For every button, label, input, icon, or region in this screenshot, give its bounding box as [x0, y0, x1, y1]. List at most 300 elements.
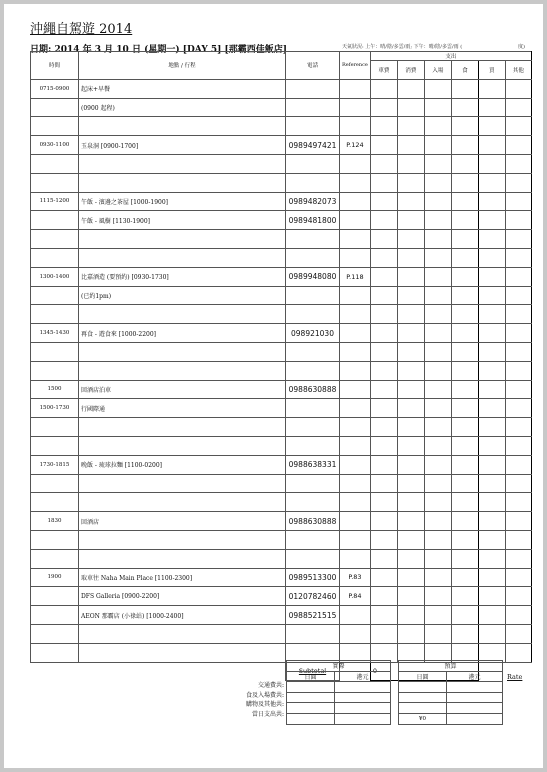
table-row [31, 587, 532, 606]
row-consume [397, 624, 424, 643]
row-food [451, 98, 478, 117]
subtotal-label: Subtotal [286, 662, 340, 681]
row-consume [397, 136, 424, 155]
row-time [31, 606, 79, 625]
row-time [31, 436, 79, 455]
itinerary-table [30, 51, 532, 681]
row-other [505, 455, 531, 474]
row-reference: P.84 [340, 587, 371, 606]
row-time: 1300-1400 [31, 267, 79, 286]
row-car [370, 117, 397, 136]
row-other [505, 399, 531, 418]
row-place: 比嘉酒造 (要預約) [0930-1730] [79, 267, 286, 286]
row-phone: 0989948080 [286, 267, 340, 286]
row-car [370, 436, 397, 455]
row-time: 1500 [31, 380, 79, 399]
row-admission [424, 455, 451, 474]
row-admission [424, 117, 451, 136]
row-car [370, 512, 397, 531]
row-food [451, 267, 478, 286]
table-row [31, 248, 532, 267]
row-time [31, 98, 79, 117]
row-other [505, 286, 531, 305]
row-other [505, 361, 531, 380]
row-place [79, 173, 286, 192]
row-food [451, 606, 478, 625]
row-other [505, 117, 531, 136]
row-time [31, 530, 79, 549]
row-reference [340, 380, 371, 399]
row-car [370, 154, 397, 173]
row-place: 玉泉洞 [0900-1700] [79, 136, 286, 155]
header-expense-group: 支出 [370, 52, 531, 61]
row-admission [424, 342, 451, 361]
row-admission [424, 98, 451, 117]
header-food: 食 [451, 61, 478, 80]
row-shopping [478, 211, 505, 230]
row-phone [286, 154, 340, 173]
row-car [370, 286, 397, 305]
row-food [451, 380, 478, 399]
row-car [370, 399, 397, 418]
row-consume [397, 549, 424, 568]
row-other [505, 380, 531, 399]
table-row [31, 173, 532, 192]
summary-row-transport [287, 682, 503, 693]
row-shopping [478, 267, 505, 286]
row-time [31, 587, 79, 606]
row-food [451, 418, 478, 437]
table-row [31, 342, 532, 361]
row-phone [286, 474, 340, 493]
row-time [31, 493, 79, 512]
table-row [31, 436, 532, 455]
row-shopping [478, 474, 505, 493]
row-admission [424, 305, 451, 324]
row-reference: P.118 [340, 267, 371, 286]
table-row [31, 286, 532, 305]
row-place: 行國際通 [79, 399, 286, 418]
summary-label-shopping: 購物及其他共: [245, 701, 284, 709]
row-phone [286, 493, 340, 512]
row-reference [340, 305, 371, 324]
row-consume [397, 587, 424, 606]
row-shopping [478, 493, 505, 512]
row-other [505, 436, 531, 455]
row-admission [424, 230, 451, 249]
row-shopping [478, 361, 505, 380]
row-shopping [478, 173, 505, 192]
row-place [79, 418, 286, 437]
row-admission [424, 624, 451, 643]
row-shopping [478, 530, 505, 549]
row-time [31, 549, 79, 568]
row-car [370, 192, 397, 211]
row-other [505, 606, 531, 625]
row-place [79, 361, 286, 380]
row-time [31, 305, 79, 324]
row-phone [286, 230, 340, 249]
table-row [31, 418, 532, 437]
row-reference [340, 493, 371, 512]
row-food [451, 512, 478, 531]
row-time: 1830 [31, 512, 79, 531]
row-time: 1900 [31, 568, 79, 587]
row-reference [340, 624, 371, 643]
row-time: 0930-1100 [31, 136, 79, 155]
row-car [370, 230, 397, 249]
row-other [505, 79, 531, 98]
row-car [370, 79, 397, 98]
table-row [31, 324, 532, 343]
row-phone [286, 98, 340, 117]
row-time: 1345-1430 [31, 324, 79, 343]
row-car [370, 305, 397, 324]
row-phone: 0988630888 [286, 380, 340, 399]
row-shopping [478, 380, 505, 399]
row-phone: 0989497421 [286, 136, 340, 155]
row-consume [397, 117, 424, 136]
row-admission [424, 549, 451, 568]
row-car [370, 624, 397, 643]
row-car [370, 418, 397, 437]
row-food [451, 399, 478, 418]
row-phone: 0988630888 [286, 512, 340, 531]
row-time [31, 286, 79, 305]
row-admission [424, 286, 451, 305]
row-phone [286, 399, 340, 418]
row-car [370, 455, 397, 474]
row-place: 起床+早餐 [79, 79, 286, 98]
row-car [370, 173, 397, 192]
table-row [31, 606, 532, 625]
row-car [370, 568, 397, 587]
row-consume [397, 230, 424, 249]
row-place [79, 117, 286, 136]
summary-budget: 預算 [399, 661, 503, 672]
row-phone [286, 248, 340, 267]
row-shopping [478, 606, 505, 625]
row-reference [340, 399, 371, 418]
header-row-top [31, 52, 532, 61]
row-time: 1730-1815 [31, 455, 79, 474]
row-other [505, 136, 531, 155]
row-phone: 0989481800 [286, 211, 340, 230]
row-place: 回酒店泊車 [79, 380, 286, 399]
row-phone [286, 436, 340, 455]
row-phone: 0988521515 [286, 606, 340, 625]
weather-line: 天氣狀況: 上午：晴/陰/多雲/雨; 下午：晴/陰/多雲/雨 ( [342, 44, 463, 50]
row-reference [340, 342, 371, 361]
row-consume [397, 211, 424, 230]
row-time [31, 418, 79, 437]
row-place [79, 154, 286, 173]
row-time [31, 624, 79, 643]
summary-table [286, 660, 503, 725]
row-phone: 098921030 [286, 324, 340, 343]
row-place: 再食 - 遊食來 [1000-2200] [79, 324, 286, 343]
row-car [370, 361, 397, 380]
row-shopping [478, 587, 505, 606]
table-row [31, 98, 532, 117]
row-consume [397, 568, 424, 587]
row-place: 回酒店 [79, 512, 286, 531]
header-consume: 消費 [397, 61, 424, 80]
row-admission [424, 173, 451, 192]
row-other [505, 493, 531, 512]
row-phone [286, 342, 340, 361]
row-reference: P.83 [340, 568, 371, 587]
header-admission: 入場 [424, 61, 451, 80]
row-shopping [478, 455, 505, 474]
row-consume [397, 418, 424, 437]
row-shopping [478, 549, 505, 568]
row-admission [424, 606, 451, 625]
row-consume [397, 474, 424, 493]
row-food [451, 530, 478, 549]
summary-labels [204, 681, 284, 719]
row-food [451, 79, 478, 98]
row-consume [397, 79, 424, 98]
table-row [31, 455, 532, 474]
row-shopping [478, 98, 505, 117]
row-phone [286, 79, 340, 98]
table-row [31, 136, 532, 155]
row-reference [340, 530, 371, 549]
row-food [451, 117, 478, 136]
header-shopping: 買 [478, 61, 505, 80]
row-car [370, 98, 397, 117]
summary-actual: 實際 [287, 661, 391, 672]
row-place [79, 549, 286, 568]
row-other [505, 643, 531, 662]
row-place: DFS Galleria [0900-2200] [79, 587, 286, 606]
row-car [370, 342, 397, 361]
weather-line-end: 度) [518, 44, 525, 50]
row-car [370, 474, 397, 493]
row-admission [424, 192, 451, 211]
row-place [79, 305, 286, 324]
summary-budget-hkd: 港元 [447, 671, 503, 682]
row-other [505, 530, 531, 549]
row-shopping [478, 192, 505, 211]
row-consume [397, 512, 424, 531]
summary-row-food [287, 692, 503, 703]
row-car [370, 606, 397, 625]
row-admission [424, 324, 451, 343]
row-reference: P.124 [340, 136, 371, 155]
row-other [505, 98, 531, 117]
row-time: 1500-1730 [31, 399, 79, 418]
row-consume [397, 606, 424, 625]
header-place: 地點 / 行程 [79, 52, 286, 80]
row-reference [340, 549, 371, 568]
row-place [79, 530, 286, 549]
row-place: AEON 那霸店 (小祿站) [1000-2400] [79, 606, 286, 625]
row-other [505, 512, 531, 531]
subtotal-value: 0 [370, 662, 478, 681]
row-food [451, 493, 478, 512]
row-other [505, 324, 531, 343]
row-shopping [478, 624, 505, 643]
table-row [31, 211, 532, 230]
row-consume [397, 380, 424, 399]
table-row [31, 192, 532, 211]
row-reference [340, 117, 371, 136]
table-row [31, 399, 532, 418]
row-food [451, 587, 478, 606]
row-admission [424, 493, 451, 512]
summary-label-food-admission: 食及入場費共: [245, 691, 284, 699]
row-admission [424, 136, 451, 155]
row-food [451, 324, 478, 343]
row-shopping [478, 418, 505, 437]
table-row [31, 568, 532, 587]
row-reference [340, 455, 371, 474]
row-consume [397, 493, 424, 512]
summary-actual-yen: 日圓 [287, 671, 335, 682]
row-consume [397, 173, 424, 192]
row-car [370, 324, 397, 343]
table-row [31, 493, 532, 512]
row-admission [424, 512, 451, 531]
row-reference [340, 361, 371, 380]
header-other: 其他 [505, 61, 531, 80]
table-row [31, 549, 532, 568]
row-car [370, 380, 397, 399]
row-car [370, 530, 397, 549]
row-reference [340, 418, 371, 437]
table-row [31, 380, 532, 399]
row-phone [286, 305, 340, 324]
row-admission [424, 154, 451, 173]
rate-label: Rate [507, 673, 523, 681]
summary-row-shopping [287, 703, 503, 714]
row-time [31, 173, 79, 192]
row-admission [424, 474, 451, 493]
row-shopping [478, 248, 505, 267]
summary-head-row [287, 661, 503, 672]
document-page [4, 4, 543, 768]
row-place [79, 436, 286, 455]
row-phone: 0989513300 [286, 568, 340, 587]
row-admission [424, 211, 451, 230]
row-other [505, 211, 531, 230]
header-reference: Reference [340, 52, 371, 80]
row-place: 午飯 - 風樹 [1130-1900] [79, 211, 286, 230]
row-consume [397, 248, 424, 267]
row-phone [286, 117, 340, 136]
row-food [451, 436, 478, 455]
row-place [79, 493, 286, 512]
row-place [79, 230, 286, 249]
row-car [370, 267, 397, 286]
summary-actual-hkd: 港元 [335, 671, 391, 682]
row-consume [397, 530, 424, 549]
summary-budget-total-yen: ¥0 [399, 713, 447, 724]
row-other [505, 154, 531, 173]
row-shopping [478, 436, 505, 455]
row-other [505, 192, 531, 211]
row-consume [397, 98, 424, 117]
row-admission [424, 436, 451, 455]
summary-row-total [287, 713, 503, 724]
table-row [31, 230, 532, 249]
row-other [505, 342, 531, 361]
row-shopping [478, 399, 505, 418]
table-row [31, 361, 532, 380]
row-reference [340, 154, 371, 173]
row-time [31, 230, 79, 249]
row-reference [340, 606, 371, 625]
row-car [370, 493, 397, 512]
row-consume [397, 154, 424, 173]
row-food [451, 361, 478, 380]
row-food [451, 211, 478, 230]
row-other [505, 549, 531, 568]
table-row [31, 305, 532, 324]
row-place: (已約1pm) [79, 286, 286, 305]
row-admission [424, 568, 451, 587]
table-row [31, 530, 532, 549]
row-phone: 0989482073 [286, 192, 340, 211]
row-consume [397, 286, 424, 305]
table-row [31, 624, 532, 643]
row-consume [397, 361, 424, 380]
row-time: 1115-1200 [31, 192, 79, 211]
row-other [505, 230, 531, 249]
header-phone: 電話 [286, 52, 340, 80]
row-time: 0715-0900 [31, 79, 79, 98]
row-shopping [478, 342, 505, 361]
row-phone [286, 418, 340, 437]
row-reference [340, 211, 371, 230]
row-admission [424, 530, 451, 549]
row-other [505, 474, 531, 493]
row-food [451, 342, 478, 361]
header-time: 時間 [31, 52, 79, 80]
row-other [505, 305, 531, 324]
row-consume [397, 305, 424, 324]
row-phone [286, 530, 340, 549]
row-food [451, 568, 478, 587]
date-line: 日期: 2014 年 3 月 10 日 (星期一) [DAY 5] [那霸西佳飯店] [30, 45, 288, 55]
row-admission [424, 267, 451, 286]
row-consume [397, 192, 424, 211]
row-place [79, 342, 286, 361]
row-shopping [478, 117, 505, 136]
row-place: 午飯 - 濱邊之茶屋 [1000-1900] [79, 192, 286, 211]
summary-budget-yen: 日圓 [399, 671, 447, 682]
row-food [451, 624, 478, 643]
row-phone: 0988638331 [286, 455, 340, 474]
row-other [505, 587, 531, 606]
row-time [31, 342, 79, 361]
row-shopping [478, 136, 505, 155]
row-shopping [478, 512, 505, 531]
row-other [505, 418, 531, 437]
row-reference [340, 192, 371, 211]
summary-label-total: 當日支出共: [251, 710, 284, 718]
row-consume [397, 399, 424, 418]
row-consume [397, 342, 424, 361]
header-car: 車費 [370, 61, 397, 80]
row-consume [397, 324, 424, 343]
row-admission [424, 380, 451, 399]
table-row [31, 267, 532, 286]
row-reference [340, 248, 371, 267]
row-admission [424, 361, 451, 380]
